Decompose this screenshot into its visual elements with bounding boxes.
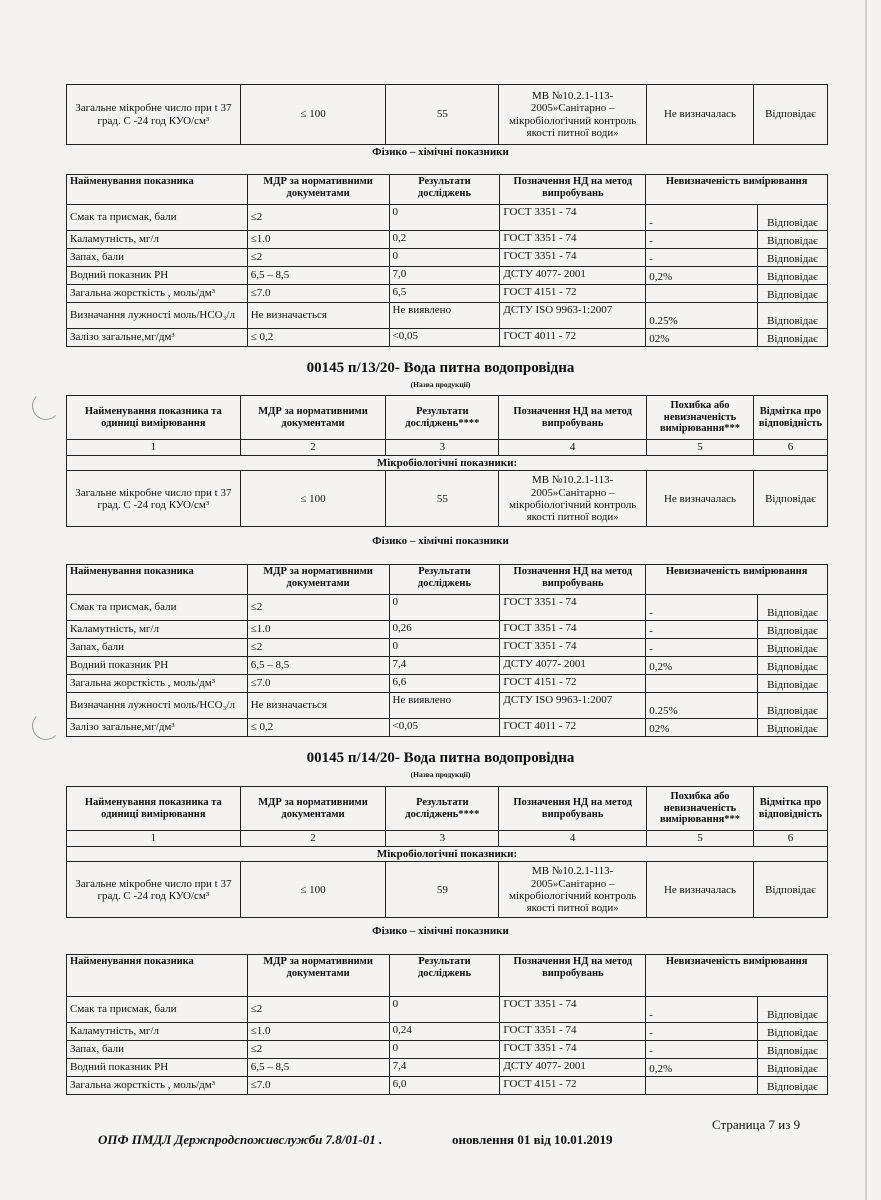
col-header: МДР за нормативними документами	[247, 565, 389, 595]
table-header-row	[67, 787, 828, 831]
table-row	[67, 471, 828, 527]
micro-table-1	[66, 395, 828, 527]
method-value: ГОСТ 3351 - 74	[500, 231, 646, 249]
col-header: Невизначеність вимірювання	[646, 955, 828, 997]
result-value: 7,4	[389, 1059, 500, 1077]
status-value: Відповідає	[758, 657, 828, 675]
table-header-row	[67, 955, 828, 997]
status-value: Відповідає	[758, 329, 828, 347]
mdr-value: 6,5 – 8,5	[247, 1059, 389, 1077]
result-value: 59	[386, 862, 499, 918]
method-value: ДСТУ 4077- 2001	[500, 267, 646, 285]
uncertainty-value: -	[646, 205, 758, 231]
col-number: 5	[647, 440, 754, 456]
mdr-value: ≤2	[247, 595, 389, 621]
indicator-name: Загальна жорсткість , моль/дм³	[67, 675, 248, 693]
indicator-name: Запах, бали	[67, 249, 248, 267]
mdr-value: ≤1.0	[247, 621, 389, 639]
result-value: 0	[389, 205, 500, 231]
method-value: ГОСТ 3351 - 74	[500, 595, 646, 621]
product-title: 00145 п/14/20- Вода питна водопровідна	[306, 750, 575, 766]
phys-table-top	[66, 174, 828, 347]
status-value: Відповідає	[758, 1023, 828, 1041]
uncertainty-value: -	[646, 1041, 758, 1059]
method-value: ДСТУ ISO 9963-1:2007	[500, 693, 646, 719]
table-row	[67, 1077, 828, 1095]
col-number: 2	[240, 440, 386, 456]
col-header: Найменування показника та одиниці вимірювання	[67, 396, 241, 440]
table-row	[67, 862, 828, 918]
uncertainty-value	[646, 1077, 758, 1095]
column-number-row	[67, 831, 828, 847]
result-value: <0,05	[389, 719, 500, 737]
status-value: Відповідає	[758, 1077, 828, 1095]
result-value: 6,6	[389, 675, 500, 693]
product-subtitle: (Назва продукції)	[410, 770, 471, 779]
mdr-value: ≤1.0	[247, 231, 389, 249]
indicator-name: Загальне мікробне число при t 37 град. С -24 год КУО/см³	[67, 862, 241, 918]
status-value: Відповідає	[758, 267, 828, 285]
page-edge	[865, 0, 867, 1200]
col-number: 6	[753, 440, 827, 456]
indicator-name: Смак та присмак, бали	[67, 595, 248, 621]
col-header: Результати досліджень****	[386, 396, 499, 440]
result-value: 0,2	[389, 231, 500, 249]
col-header: Найменування показника	[67, 565, 248, 595]
punch-hole	[32, 392, 60, 420]
col-header: МДР за нормативними документами	[247, 955, 389, 997]
status-value: Відповідає	[758, 639, 828, 657]
indicator-name: Каламутність, мг/л	[67, 231, 248, 249]
table-row	[67, 621, 828, 639]
status-value: Відповідає	[758, 719, 828, 737]
phys-rows	[67, 997, 828, 1095]
indicator-name: Загальне мікробне число при t 37 град. С -24 год КУО/см³	[67, 471, 241, 527]
mdr-value: Не визначається	[247, 303, 389, 329]
punch-hole	[32, 712, 60, 740]
method-value: ГОСТ 3351 - 74	[500, 1023, 646, 1041]
status-value: Відповідає	[758, 249, 828, 267]
indicator-name: Водний показник РН	[67, 657, 248, 675]
col-header: Результати досліджень	[389, 955, 500, 997]
method-value: ГОСТ 4011 - 72	[500, 719, 646, 737]
col-header: Позначення НД на метод випробувань	[500, 955, 646, 997]
col-header: МДР за нормативними документами	[240, 396, 386, 440]
method-value: ГОСТ 3351 - 74	[500, 621, 646, 639]
status-value: Відповідає	[758, 231, 828, 249]
uncertainty-value: 0,2%	[646, 267, 758, 285]
col-number: 1	[67, 440, 241, 456]
col-header: Позначення НД на метод випробувань	[500, 565, 646, 595]
status-value: Відповідає	[758, 303, 828, 329]
result-value: 55	[386, 85, 499, 145]
uncertainty-value: -	[646, 621, 758, 639]
method-value: ГОСТ 4151 - 72	[500, 1077, 646, 1095]
indicator-name: Смак та присмак, бали	[67, 205, 248, 231]
uncertainty-value: 02%	[646, 719, 758, 737]
uncertainty-value: -	[646, 249, 758, 267]
col-header: Позначення НД на метод випробувань	[499, 396, 647, 440]
table-row	[67, 657, 828, 675]
col-number: 3	[386, 440, 499, 456]
col-number: 6	[753, 831, 827, 847]
uncertainty-value	[646, 285, 758, 303]
status-value: Відповідає	[758, 285, 828, 303]
table-row	[67, 285, 828, 303]
table-row	[67, 231, 828, 249]
phys-chem-label: Фізико – хімічні показники	[372, 146, 509, 158]
table-row	[67, 639, 828, 657]
table-header-row	[67, 175, 828, 205]
status-value: Відповідає	[758, 675, 828, 693]
result-value: 0	[389, 1041, 500, 1059]
indicator-name: Залізо загальне,мг/дм³	[67, 329, 248, 347]
method-value: ГОСТ 3351 - 74	[500, 205, 646, 231]
method-value: ГОСТ 4151 - 72	[500, 285, 646, 303]
result-value: 0	[389, 595, 500, 621]
method-value: ДСТУ 4077- 2001	[500, 657, 646, 675]
result-value: 55	[386, 471, 499, 527]
mdr-value: ≤ 100	[240, 471, 386, 527]
mdr-value: ≤ 100	[240, 85, 386, 145]
method-value: ГОСТ 3351 - 74	[500, 1041, 646, 1059]
table-row	[67, 249, 828, 267]
col-number: 2	[240, 831, 386, 847]
col-header: Результати досліджень	[389, 175, 500, 205]
mdr-value: ≤7.0	[247, 285, 389, 303]
col-header: Невизначеність вимірювання	[646, 175, 828, 205]
product-title: 00145 п/13/20- Вода питна водопровідна	[306, 360, 575, 376]
method-value: ГОСТ 4011 - 72	[500, 329, 646, 347]
status-value: Відповідає	[758, 997, 828, 1023]
col-header: Похибка або невизначеність вимірювання***	[647, 787, 754, 831]
mdr-value: ≤2	[247, 1041, 389, 1059]
result-value: Не виявлено	[389, 693, 500, 719]
method-value: ГОСТ 3351 - 74	[500, 997, 646, 1023]
indicator-name: Загальна жорсткість , моль/дм³	[67, 1077, 248, 1095]
mdr-value: ≤2	[247, 205, 389, 231]
col-header: Відмітка про відповідність	[753, 787, 827, 831]
product-subtitle: (Назва продукції)	[410, 380, 471, 389]
method-value: ДСТУ 4077- 2001	[500, 1059, 646, 1077]
method-value: ГОСТ 4151 - 72	[500, 675, 646, 693]
indicator-name: Каламутність, мг/л	[67, 621, 248, 639]
result-value: Не виявлено	[389, 303, 500, 329]
col-header: Найменування показника	[67, 955, 248, 997]
result-value: 0	[389, 639, 500, 657]
status-value: Відповідає	[758, 693, 828, 719]
result-value: 7,4	[389, 657, 500, 675]
col-header: Найменування показника та одиниці вимірювання	[67, 787, 241, 831]
method-value: МВ №10.2.1-113-2005»Санітарно – мікробіологічний контроль якості питної води»	[499, 85, 647, 145]
col-header: Результати досліджень	[389, 565, 500, 595]
method-value: ДСТУ ISO 9963-1:2007	[500, 303, 646, 329]
uncertainty-value: -	[646, 231, 758, 249]
table-row	[67, 595, 828, 621]
uncertainty-value: -	[646, 639, 758, 657]
phys-rows	[67, 595, 828, 737]
indicator-name: Смак та присмак, бали	[67, 997, 248, 1023]
result-value: <0,05	[389, 329, 500, 347]
table-row	[67, 329, 828, 347]
method-value: ГОСТ 3351 - 74	[500, 249, 646, 267]
mdr-value: ≤7.0	[247, 675, 389, 693]
table-row	[67, 85, 828, 145]
status-value: Відповідає	[758, 595, 828, 621]
indicator-name: Залізо загальне,мг/дм³	[67, 719, 248, 737]
indicator-name: Загальне мікробне число при t 37 град. С -24 год КУО/см³	[67, 85, 241, 145]
mdr-value: Не визначається	[247, 693, 389, 719]
table-row	[67, 693, 828, 719]
mdr-value: 6,5 – 8,5	[247, 657, 389, 675]
col-header: Відмітка про відповідність	[753, 396, 827, 440]
uncertainty-value: 02%	[646, 329, 758, 347]
result-value: 6,0	[389, 1077, 500, 1095]
status-value: Відповідає	[753, 85, 827, 145]
status-value: Відповідає	[753, 471, 827, 527]
micro-label: Мікробіологічні показники:	[67, 456, 828, 471]
status-value: Відповідає	[758, 1059, 828, 1077]
column-number-row	[67, 440, 828, 456]
method-value: ГОСТ 3351 - 74	[500, 639, 646, 657]
uncertainty-value: 0,2%	[646, 657, 758, 675]
table-header-row	[67, 565, 828, 595]
result-value: 0	[389, 997, 500, 1023]
status-value: Відповідає	[758, 205, 828, 231]
col-header: Найменування показника	[67, 175, 248, 205]
table-row	[67, 675, 828, 693]
table-row	[67, 1041, 828, 1059]
table-row	[67, 267, 828, 285]
indicator-name: Запах, бали	[67, 1041, 248, 1059]
indicator-name: Каламутність, мг/л	[67, 1023, 248, 1041]
table-row	[67, 205, 828, 231]
col-header: МДР за нормативними документами	[240, 787, 386, 831]
micro-label-row	[67, 847, 828, 862]
indicator-name: Водний показник РН	[67, 1059, 248, 1077]
result-value: 7,0	[389, 267, 500, 285]
uncertainty-value: Не визначалась	[647, 471, 754, 527]
phys-table-1	[66, 564, 828, 737]
uncertainty-value: Не визначалась	[647, 862, 754, 918]
status-value: Відповідає	[758, 621, 828, 639]
uncertainty-value	[646, 675, 758, 693]
uncertainty-value: Не визначалась	[647, 85, 754, 145]
table-row	[67, 997, 828, 1023]
result-value: 0,24	[389, 1023, 500, 1041]
uncertainty-value: 0.25%	[646, 693, 758, 719]
micro-table-top	[66, 84, 828, 145]
result-value: 0,26	[389, 621, 500, 639]
mdr-value: 6,5 – 8,5	[247, 267, 389, 285]
col-header: Позначення НД на метод випробувань	[500, 175, 646, 205]
status-value: Відповідає	[758, 1041, 828, 1059]
uncertainty-value: -	[646, 595, 758, 621]
col-number: 3	[386, 831, 499, 847]
footer-doc-code: ОПФ ПМДЛ Держпродспоживслужби 7.8/01-01 .	[98, 1132, 383, 1147]
col-number: 5	[647, 831, 754, 847]
phys-chem-label: Фізико – хімічні показники	[372, 535, 509, 547]
uncertainty-value: 0,2%	[646, 1059, 758, 1077]
indicator-name: Визначання лужності моль/НСО₃/л	[67, 693, 248, 719]
uncertainty-value: -	[646, 1023, 758, 1041]
phys-table-2	[66, 954, 828, 1095]
col-header: Невизначеність вимірювання	[646, 565, 828, 595]
micro-table-2	[66, 786, 828, 918]
micro-label: Мікробіологічні показники:	[67, 847, 828, 862]
col-header: МДР за нормативними документами	[247, 175, 389, 205]
col-number: 1	[67, 831, 241, 847]
mdr-value: ≤7.0	[247, 1077, 389, 1095]
mdr-value: ≤2	[247, 639, 389, 657]
uncertainty-value: -	[646, 997, 758, 1023]
table-row	[67, 1023, 828, 1041]
indicator-name: Запах, бали	[67, 639, 248, 657]
footer-revision: оновлення 01 від 10.01.2019	[452, 1132, 613, 1147]
mdr-value: ≤1.0	[247, 1023, 389, 1041]
result-value: 6,5	[389, 285, 500, 303]
mdr-value: ≤ 0,2	[247, 329, 389, 347]
method-value: МВ №10.2.1-113-2005»Санітарно – мікробіологічний контроль якості питної води»	[499, 471, 647, 527]
indicator-name: Визначання лужності моль/НСО₃/л	[67, 303, 248, 329]
mdr-value: ≤2	[247, 997, 389, 1023]
table-header-row	[67, 396, 828, 440]
uncertainty-value: 0.25%	[646, 303, 758, 329]
col-header: Похибка або невизначеність вимірювання***	[647, 396, 754, 440]
result-value: 0	[389, 249, 500, 267]
indicator-name: Загальна жорсткість , моль/дм³	[67, 285, 248, 303]
col-number: 4	[499, 831, 647, 847]
table-row	[67, 303, 828, 329]
col-header: Позначення НД на метод випробувань	[499, 787, 647, 831]
micro-label-row	[67, 456, 828, 471]
mdr-value: ≤2	[247, 249, 389, 267]
table-row	[67, 719, 828, 737]
col-header: Результати досліджень****	[386, 787, 499, 831]
col-number: 4	[499, 440, 647, 456]
table-row	[67, 1059, 828, 1077]
mdr-value: ≤ 0,2	[247, 719, 389, 737]
phys-rows	[67, 205, 828, 347]
indicator-name: Водний показник РН	[67, 267, 248, 285]
status-value: Відповідає	[753, 862, 827, 918]
mdr-value: ≤ 100	[240, 862, 386, 918]
method-value: МВ №10.2.1-113-2005»Санітарно – мікробіологічний контроль якості питної води»	[499, 862, 647, 918]
phys-chem-label: Фізико – хімічні показники	[372, 925, 509, 937]
page-number: Страница 7 из 9	[712, 1117, 801, 1132]
